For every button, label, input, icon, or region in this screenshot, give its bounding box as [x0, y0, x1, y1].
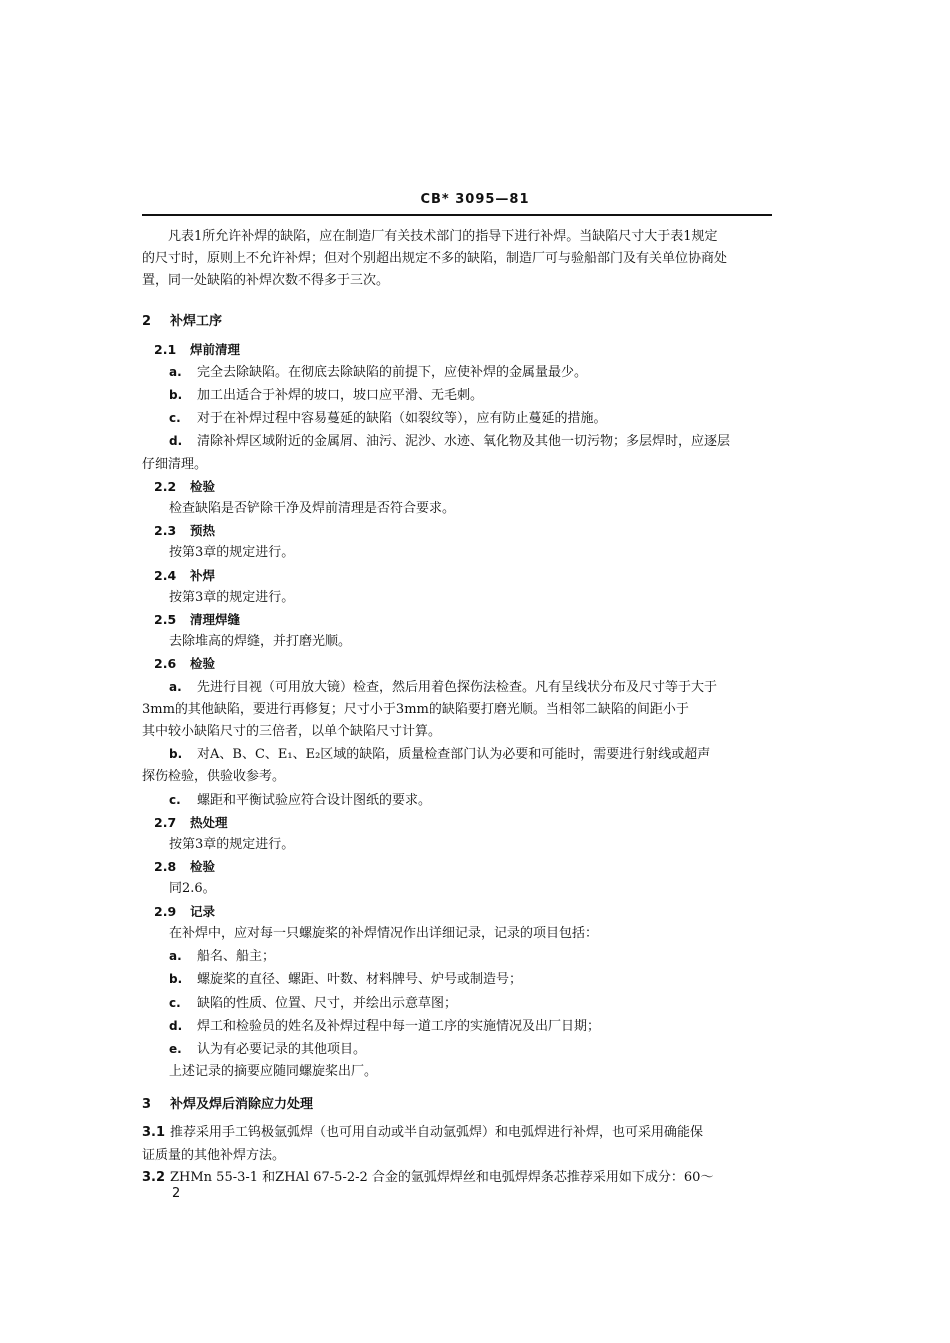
- subsection-text: 去除堆高的焊缝，并打磨光顺。: [169, 634, 352, 650]
- section-2-heading: [142, 311, 772, 333]
- section-number: 2: [142, 313, 152, 329]
- intro-line: 的尺寸时，原则上不允许补焊；但对个别超出规定不多的缺陷，制造厂可与验船部门及有关单位协商处: [142, 251, 728, 267]
- list-item: [142, 743, 772, 766]
- subsection-text: 按第3章的规定进行。: [169, 545, 295, 561]
- subsection-text: 按第3章的规定进行。: [169, 589, 295, 605]
- subsection-title: 清理焊缝: [190, 612, 241, 628]
- item-text: 认为有必要记录的其他项目。: [197, 1041, 367, 1057]
- intro-line: 凡表1所允许补焊的缺陷，应在制造厂有关技术部门的指导下进行补焊。当缺陷尺寸大于表1规定: [168, 229, 718, 244]
- section-title: 补焊及焊后消除应力处理: [170, 1097, 314, 1113]
- subsection-2-6-heading: [142, 653, 772, 675]
- item-text: 完全去除缺陷。在彻底去除缺陷的前提下，应使补焊的金属量最少。: [197, 364, 588, 380]
- subsection-text: 同2.6。: [169, 881, 216, 897]
- item-label: c.: [169, 995, 181, 1010]
- item-label: b.: [169, 747, 183, 762]
- subsection-number: 2.1: [154, 341, 177, 357]
- subsection-number: 2.7: [154, 814, 177, 830]
- item-text: 清除补焊区域附近的金属屑、油污、泥沙、水迹、氧化物及其他一切污物；多层焊时，应逐层: [197, 434, 731, 450]
- subsection-2-3-heading: [142, 520, 772, 542]
- subsection-title: 检验: [190, 859, 216, 875]
- page-number: 2: [172, 1186, 181, 1201]
- continuation-line: 证质量的其他补焊方法。: [142, 1147, 286, 1163]
- list-item: [142, 430, 772, 453]
- subsection-text: 按第3章的规定进行。: [169, 837, 295, 853]
- item-text: 对A、B、C、E₁、E₂区域的缺陷，质量检查部门认为必要和可能时，需要进行射线或超声: [197, 747, 711, 763]
- paragraph-text: ZHMn 55-3-1 和ZHAl 67-5-2-2 合金的氩弧焊焊丝和电弧焊焊条芯推荐采用如下成分：60～: [170, 1169, 714, 1185]
- item-label: c.: [169, 792, 181, 807]
- subsection-number: 2.2: [154, 478, 177, 494]
- subsection-title: 检验: [190, 656, 216, 672]
- header-rule: [142, 214, 772, 216]
- paragraph-3-1: [142, 1122, 772, 1144]
- list-item: [142, 1038, 772, 1061]
- item-label: d.: [169, 1018, 183, 1033]
- item-text: 对于在补焊过程中容易蔓延的缺陷（如裂纹等），应有防止蔓延的措施。: [197, 411, 607, 427]
- subsection-number: 2.9: [154, 903, 177, 919]
- continuation-line: 仔细清理。: [142, 456, 208, 472]
- subsection-2-2-heading: [142, 476, 772, 498]
- section-title: 补焊工序: [170, 313, 223, 329]
- document-body: [142, 226, 772, 1189]
- continuation-line: 3mm的其他缺陷，要进行再修复；尺寸小于3mm的缺陷要打磨光顺。当相邻二缺陷的间距小于: [142, 701, 689, 717]
- item-text: 螺旋桨的直径、螺距、叶数、材料牌号、炉号或制造号；: [197, 972, 523, 988]
- item-label: e.: [169, 1041, 182, 1056]
- continuation-line: 其中较小缺陷尺寸的三倍者，以单个缺陷尺寸计算。: [142, 724, 442, 740]
- subsection-title: 记录: [190, 903, 216, 919]
- subsection-2-5-heading: [142, 609, 772, 631]
- intro-paragraph: [142, 226, 772, 293]
- subsection-title: 焊前清理: [190, 341, 241, 357]
- item-text: 先进行目视（可用放大镜）检查，然后用着色探伤法检查。凡有呈线状分布及尺寸等于大于: [197, 679, 718, 695]
- item-label: d.: [169, 434, 183, 449]
- paragraph-text: 推荐采用手工钨极氩弧焊（也可用自动或半自动氩弧焊）和电弧焊进行补焊，也可采用确能保: [170, 1125, 704, 1141]
- paragraph-3-2: [142, 1167, 772, 1189]
- item-label: a.: [169, 679, 182, 694]
- list-item: [142, 384, 772, 407]
- subsection-2-7-heading: [142, 812, 772, 834]
- subsection-number: 2.4: [154, 567, 177, 583]
- item-text: 缺陷的性质、位置、尺寸，并绘出示意草图；: [197, 995, 458, 1011]
- item-text: 加工出适合于补焊的坡口，坡口应平滑、无毛刺。: [197, 388, 484, 404]
- item-text: 焊工和检验员的姓名及补焊过程中每一道工序的实施情况及出厂日期；: [197, 1018, 601, 1034]
- item-label: a.: [169, 364, 182, 379]
- closing-text: 上述记录的摘要应随同螺旋桨出厂。: [169, 1064, 378, 1080]
- list-item: [142, 676, 772, 699]
- item-label: c.: [169, 411, 181, 426]
- subsection-title: 检验: [190, 478, 216, 494]
- item-text: 螺距和平衡试验应符合设计图纸的要求。: [197, 792, 432, 808]
- subsection-text: 检查缺陷是否铲除干净及焊前清理是否符合要求。: [169, 501, 456, 517]
- subsection-2-9-heading: [142, 901, 772, 923]
- section-3-heading: [142, 1094, 772, 1116]
- paragraph-number: 3.2: [142, 1169, 166, 1185]
- subsection-number: 2.3: [154, 523, 177, 539]
- item-label: b.: [169, 388, 183, 403]
- list-item: [142, 1015, 772, 1038]
- item-text: 船名、船主；: [197, 949, 276, 965]
- item-label: a.: [169, 949, 182, 964]
- continuation-line: 探伤检验，供验收参考。: [142, 769, 286, 785]
- paragraph-number: 3.1: [142, 1125, 166, 1141]
- standard-code: CB* 3095—81: [420, 192, 530, 207]
- list-item: [142, 407, 772, 430]
- item-label: b.: [169, 972, 183, 987]
- subsection-2-4-heading: [142, 565, 772, 587]
- list-item: [142, 968, 772, 991]
- subsection-number: 2.6: [154, 656, 177, 672]
- subsection-2-1-heading: [142, 339, 772, 361]
- list-item: [142, 789, 772, 812]
- subsection-title: 热处理: [190, 814, 228, 830]
- list-item: [142, 361, 772, 384]
- subsection-number: 2.5: [154, 612, 177, 628]
- subsection-text: 在补焊中，应对每一只螺旋桨的补焊情况作出详细记录，记录的项目包括：: [169, 925, 599, 941]
- section-number: 3: [142, 1097, 152, 1113]
- subsection-number: 2.8: [154, 859, 177, 875]
- subsection-2-8-heading: [142, 856, 772, 878]
- list-item: [142, 992, 772, 1015]
- subsection-title: 补焊: [190, 567, 216, 583]
- list-item: [142, 945, 772, 968]
- intro-line: 置，同一处缺陷的补焊次数不得多于三次。: [142, 273, 390, 289]
- subsection-title: 预热: [190, 523, 216, 539]
